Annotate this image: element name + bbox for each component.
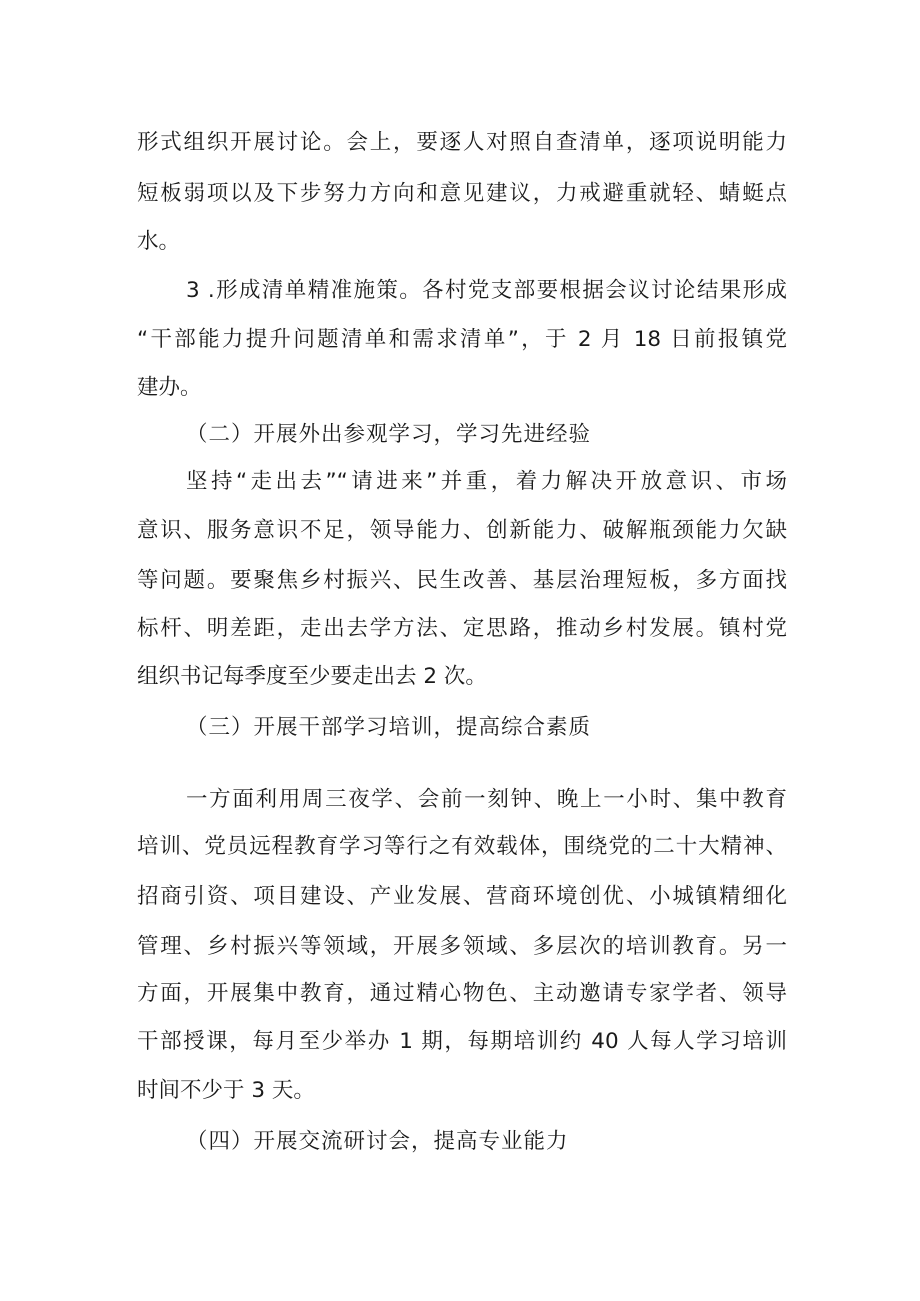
paragraph-line: 坚持“走出去”“请进来”并重，着力解决开放意识、市场 (186, 469, 787, 494)
paragraph-line: 意识、服务意识不足，领导能力、创新能力、破解瓶颈能力欠缺 (137, 518, 787, 543)
paragraph-line: 一方面利用周三夜学、会前一刻钟、晚上一小时、集中教育 (186, 787, 787, 812)
paragraph-line: “干部能力提升问题清单和需求清单”，于 2 月 18 日前报镇党 (137, 327, 787, 352)
paragraph-line: 培训、党员远程教育学习等行之有效载体，围绕党的二十大精神、 (137, 834, 787, 859)
paragraph-line: 管理、乡村振兴等领域，开展多领域、多层次的培训教育。另一 (137, 934, 787, 959)
paragraph-line: 形式组织开展讨论。会上，要逐人对照自查清单，逐项说明能力 (137, 130, 787, 155)
paragraph-line: 建办。 (137, 375, 202, 400)
paragraph-line: 3 .形成清单精准施策。各村党支部要根据会议讨论结果形成 (186, 278, 787, 303)
section-heading: （二）开展外出参观学习，学习先进经验 (186, 422, 592, 447)
paragraph-line: 水。 (137, 229, 181, 254)
section-heading: （三）开展干部学习培训，提高综合素质 (186, 715, 592, 740)
paragraph-line: 标杆、明差距，走出去学方法、定思路，推动乡村发展。镇村党 (137, 616, 787, 641)
paragraph-line: 等问题。要聚焦乡村振兴、民生改善、基层治理短板，多方面找 (137, 568, 787, 593)
paragraph-line: 方面，开展集中教育，通过精心物色、主动邀请专家学者、领导 (137, 981, 787, 1006)
section-heading: （四）开展交流研讨会，提高专业能力 (186, 1129, 569, 1154)
paragraph-line: 短板弱项以及下步努力方向和意见建议，力戒避重就轻、蜻蜓点 (137, 181, 787, 206)
paragraph-line: 组织书记每季度至少要走出去 2 次。 (137, 664, 487, 689)
paragraph-line: 干部授课，每月至少举办 1 期，每期培训约 40 人每人学习培训 (137, 1029, 787, 1054)
paragraph-line: 时间不少于 3 天。 (137, 1078, 315, 1103)
paragraph-line: 招商引资、项目建设、产业发展、营商环境创优、小城镇精细化 (137, 884, 787, 909)
